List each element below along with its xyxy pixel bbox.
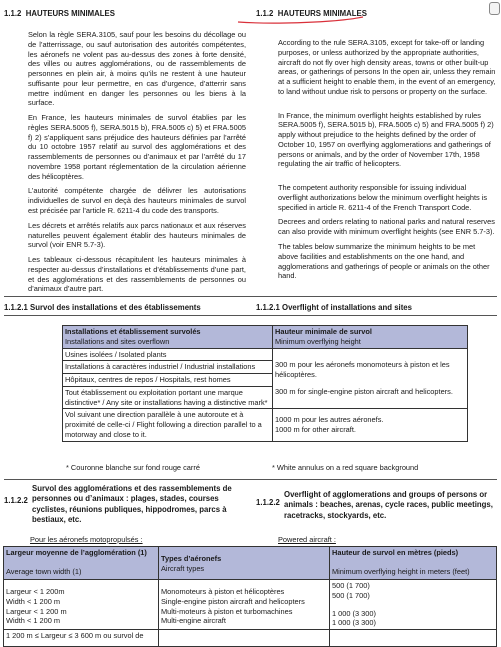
table-cell-heights: 500 (1 700) 500 (1 700) 1 000 (3 300) 1 000 (3 300) <box>330 580 497 630</box>
subsection-number-fr: 1.1.2.2 <box>4 496 28 505</box>
subsection-title-en: Overflight of agglomerations and groups of persons or animals : beaches, arenas, cycle races, public meetings, racetracks, stockyards, etc. <box>284 490 493 520</box>
table-cell: Usines isolées / Isolated plants <box>63 348 273 361</box>
en-paragraph: Decrees and orders relating to national parks and natural reserves can also provide with minimum overflight heights (see ENR 5.7-3). <box>278 217 495 237</box>
subsection-number-en: 1.1.2.2 <box>256 498 280 507</box>
table-cell-width: Largeur < 1 200m Width < 1 200 m Largeur < 1 200 m Width < 1 200 m <box>4 580 159 630</box>
installations-table <box>62 325 468 442</box>
red-underline-annotation <box>236 14 366 26</box>
french-text-column <box>28 30 246 299</box>
en-paragraph: The competent authority responsible for issuing individual overflight authorizations below the minimum overflight heights is specified in article R. 6211-4 of the French Transport Code. <box>278 183 488 212</box>
table-cell: Tout établissement ou exploitation portant une marque distinctive* / Any site or installations having a distinctive mark* <box>63 386 273 409</box>
divider <box>4 296 497 297</box>
table-header-row <box>63 326 468 349</box>
fr-paragraph: L’autorité compétente chargée de délivrer les autorisations individuelles de survol en deçà des hauteurs minimales de survol est précisée par l’article R. 6211-4 du code des transports. <box>28 186 246 216</box>
fr-paragraph: Les tableaux ci-dessous récapitulent les hauteurs minimales à respecter au-dessus d’installations et d’établissements d’une part, et des agglomérations et des rassemblements de personnes ou d’animaux d’autre part. <box>28 255 246 294</box>
table-header-cell: Largeur moyenne de l’agglomération (1) Average town width (1) <box>4 547 159 580</box>
table-note-fr: * Couronne blanche sur fond rouge carré <box>66 463 200 472</box>
table-header-cell: Installations et établissement survolés Installations and sites overflown <box>63 326 273 349</box>
divider <box>4 315 497 316</box>
table-cell-width: 1 200 m ≤ Largeur ≤ 3 600 m ou survol de <box>4 630 159 647</box>
subsection-title-en: 1.1.2.1 Overflight of installations and sites <box>256 303 412 312</box>
section-title-en: 1.1.2 HAUTEURS MINIMALES <box>256 9 367 18</box>
fr-paragraph: En France, les hauteurs minimales de survol établies par les règles SERA.5005 f), SERA.5015 b), FRA.5005 c) 5) et FRA.5005 f) 2) s’appliquent sans préjudice des hauteurs définies par l’arrêté du 10 octobre 1957 relatif au survol des agglomérations et des rassemblements de personnes ou d’animaux et par l’arrêté du 17 novembre 1958 portant réglementation de la circulation aérienne des hélicoptères. <box>28 113 246 181</box>
en-paragraph: The tables below summarize the minimum heights to be met above facilities and establishments on the one hand, and agglomerations and gatherings of people or animals on the other hand. <box>278 242 490 281</box>
english-text-column <box>278 38 496 286</box>
table-cell: Installations à caractères industriel / Industrial installations <box>63 361 273 374</box>
en-paragraph: In France, the minimum overflight heights established by rules SERA.5005 f), SERA.5015 b), FRA.5005 c) 5) and FRA.5005 f) 2) apply without prejudice to the heights defined by the order of October 10, 1957 on overflying agglomerations and gatherings of persons or animals, and by the order of November 17th, 1958 regulating the air traffic of helicopters. <box>278 110 494 169</box>
en-paragraph: According to the rule SERA.3105, except for take-off or landing purposes, or unless authorized by the appropriate authorities, aircraft do not fly over high density areas, towns or other built-up areas, or gatherings of persons In the open air, unless they remain at a sufficient height to enable them, in the event of an emergency, to land without undue risk to persons or property on the surface. <box>278 38 496 96</box>
table-cell: Hôpitaux, centres de repos / Hospitals, rest homes <box>63 374 273 387</box>
table-header-cell: Types d’aéronefs Aircraft types <box>159 547 330 580</box>
subsection-title-fr: 1.1.2.1 Survol des installations et des établissements <box>4 303 201 312</box>
table-cell-types: Monomoteurs à piston et hélicoptères Single-engine piston aircraft and helicopters Multi-moteurs à piston et turbomachines Multi-engine aircraft <box>159 580 330 630</box>
fr-paragraph: Les décrets et arrêtés relatifs aux parcs nationaux et aux réserves naturelles peuvent également établir des hauteurs minimales de survol (voir ENR 5.7-3). <box>28 220 246 250</box>
table-row <box>63 348 468 361</box>
table-row <box>63 409 468 441</box>
table-header-cell: Hauteur de survol en mètres (pieds) Minimum overflying height in meters (feet) <box>330 547 497 580</box>
powered-label-en: Powered aircraft : <box>278 535 336 544</box>
table-row <box>4 630 497 647</box>
scroll-indicator[interactable] <box>489 2 500 15</box>
table-cell-height: 300 m pour les aéronefs monomoteurs à piston et les hélicoptères. 300 m for single-engine piston aircraft and helicopters. <box>273 348 468 409</box>
table-cell: Vol suivant une direction parallèle à une autoroute et à proximité de celle-ci / Flight following a direction parallel to a motorway and close to it. <box>63 409 273 441</box>
divider <box>4 479 497 480</box>
table-row <box>4 580 497 630</box>
table-cell-height: 1000 m pour les autres aéronefs. 1000 m for other aircraft. <box>273 409 468 441</box>
table-cell-types <box>159 630 330 647</box>
table-header-cell: Hauteur minimale de survol Minimum overflying height <box>273 326 468 349</box>
agglomeration-table <box>3 546 497 647</box>
subsection-title-fr: Survol des agglomérations et des rassemblements de personnes ou d’animaux : plages, stades, courses cyclistes, réunions publiques, hippodromes, parcs à bestiaux, etc. <box>32 484 232 524</box>
fr-paragraph: Selon la règle SERA.3105, sauf pour les besoins du décollage ou de l’atterrissage, ou sauf autorisation des autorités compétentes, les aéronefs ne volent pas au-dessus des zones à forte densité, des villes ou autres agglomérations, ou de rassemblements de personnes en plein air, à moins qu’ils ne restent à une hauteur suffisante pour leur permettre, en cas d’urgence, d’atterrir sans mettre indûment en danger les personnes ou les biens à la surface. <box>28 30 246 108</box>
table-note-en: * White annulus on a red square background <box>272 463 419 472</box>
table-cell-heights <box>330 630 497 647</box>
powered-label-fr: Pour les aéronefs motopropulsés : <box>30 535 143 544</box>
section-number-fr: 1.1.2 HAUTEURS MINIMALES <box>4 9 115 18</box>
table-header-row <box>4 547 497 580</box>
